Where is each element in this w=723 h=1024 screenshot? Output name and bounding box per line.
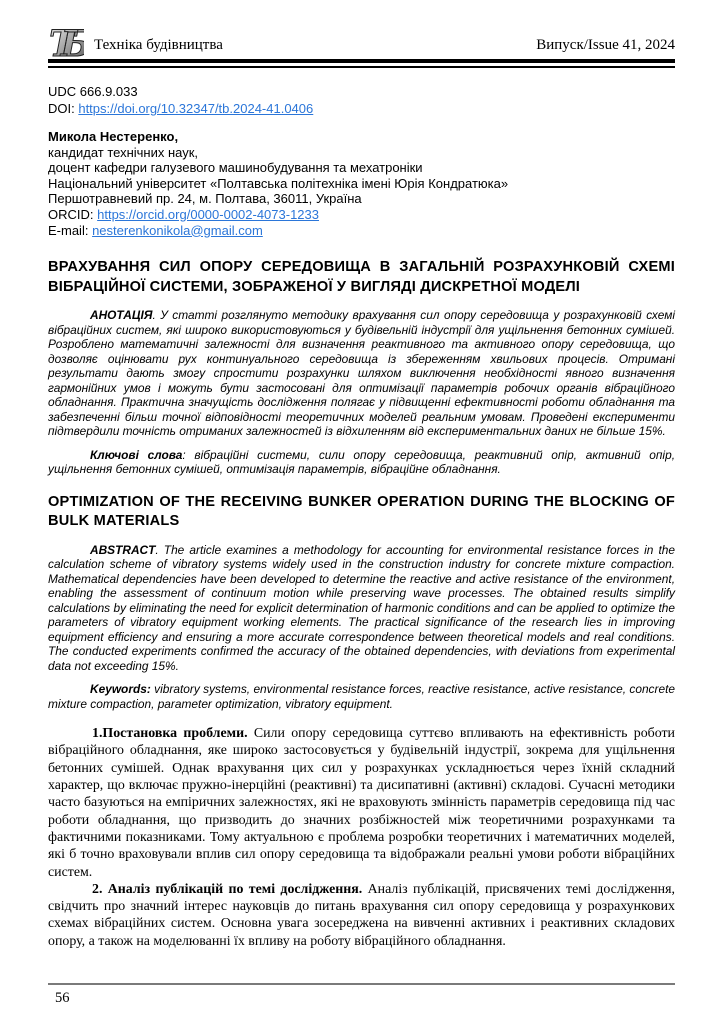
page-footer <box>48 983 675 1024</box>
section-2-heading: 2. Аналіз публікацій по темі дослідження. <box>92 881 363 897</box>
doi-link[interactable]: https://doi.org/10.32347/tb.2024-41.0406 <box>78 101 314 116</box>
author-block <box>48 129 675 238</box>
header-row <box>48 20 675 65</box>
email-link[interactable]: nesterenkonikola@gmail.com <box>92 222 263 238</box>
footer-rule <box>48 983 675 985</box>
section-publications-analysis <box>48 881 675 950</box>
journal-name: Техніка будівництва <box>94 37 223 53</box>
abstract-en-text: . The article examines a methodology for accounting for environmental resistance forces in the calculation scheme of vibratory systems widely used in the construction industry for concrete mixture compaction. Mathematical dependencies have been developed to determine the reactive and active resistance of the environment, enabling the assessment of continuum motion while preserving wave processes. The obtained results simplify calculations by eliminating the need for explicit determination of harmonic conditions and can be applied to optimize the parameters of vibratory equipment working elements. The practical significance of the research lies in improving equipment efficiency and ensuring a more accurate correspondence between theoretical models and real conditions. The conducted experiments confirmed the accuracy of the obtained dependencies, with deviations from experimental data not exceeding 15%. <box>48 542 675 673</box>
section-2-text: Аналіз публікацій, присвячених темі дослідження, свідчить про значний інтерес науковців до питань врахування сил опору середовища у розрахункових схемах вібраційних систем. Основна увага зосереджена на вивченні активних і реактивних складових опору, а також на моделюванні їх впливу на роботу вібраційного обладнання. <box>48 881 675 949</box>
author-name: Микола Нестеренко, <box>48 129 179 144</box>
article-title-uk: ВРАХУВАННЯ СИЛ ОПОРУ СЕРЕДОВИЩА В ЗАГАЛЬНІЙ РОЗРАХУНКОВІЙ СХЕМІ ВІБРАЦІЙНОЇ СИСТЕМИ, ЗОБРАЖЕНОЇ У ВИГЛЯДІ ДИСКРЕТНОЇ МОДЕЛІ <box>48 259 675 295</box>
udc-text: UDC 666.9.033 <box>48 84 138 99</box>
issue-label: Випуск/Issue 41, 2024 <box>536 37 675 53</box>
email-label: E-mail: <box>48 222 93 238</box>
keywords-uk <box>48 448 675 477</box>
article-title-en: OPTIMIZATION OF THE RECEIVING BUNKER OPERATION DURING THE BLOCKING OF BULK MATERIALS <box>48 493 675 530</box>
page-number: 56 <box>55 990 70 1006</box>
header-left <box>48 20 223 65</box>
doi-line <box>48 100 675 117</box>
author-degree: кандидат технічних наук, <box>48 144 199 160</box>
abstract-uk <box>48 308 675 439</box>
logo-letters: ТБ <box>49 23 77 65</box>
keywords-uk-text: : вібраційні системи, сили опору середовища, реактивний опір, активний опір, ущільнення бетонних сумішей, оптимізація параметрів, вібраційне обладнання. <box>48 447 675 477</box>
author-university: Національний університет «Полтавська політехніка імені Юрія Кондратюка» <box>48 175 509 191</box>
section-1-heading: 1.Постановка проблеми. <box>92 726 248 742</box>
orcid-label: ORCID: <box>48 206 98 222</box>
section-1-text: Сили опору середовища суттєво впливають на ефективність роботи вібраційного обладнання, яке широко застосовується у будівельній індустрії, зокрема для ущільнення бетонних сумішей. Однак врахування цих сил у розрахунках ускладнюється через їхній складний характер, що включає пружно-інерційні (реактивні) та дисипативні (активні) складові. Сучасні методики часто базуються на емпіричних залежностях, які не враховують змінність параметрів середовища під час роботи обладнання, що призводить до значних розбіжностей між теоретичними розрахунками та фактичними показниками. Тому актуальною є проблема розробки теоретичних і математичних моделей, які б точно враховували вплив сил опору середовища та відображали реальні умови роботи вібраційних систем. <box>48 726 675 880</box>
author-address: Першотравневий пр. 24, м. Полтава, 36011, Україна <box>48 191 362 207</box>
keywords-en-text: vibratory systems, environmental resistance forces, reactive resistance, active resistance, concrete mixture compaction, parameter optimization, vibratory equipment. <box>48 682 675 711</box>
keywords-en <box>48 682 675 711</box>
abstract-uk-text: . У статті розглянуто методику врахування сил опору середовища у розрахунковій схемі вібраційних систем, які широко використовуються у будівельній індустрії для ущільнення бетонних сумішей. Розроблено математичні залежності для визначення реактивного та активного опору середовища, що дозволяє оцінювати рух континуального середовища із збереженням хвильових процесів. Отримані результати дають змогу спростити розрахунки шляхом виключення необхідності явного визначення гармонійних умов і можуть бути застосовані для оптимізації параметрів робочих органів вібраційного обладнання. Практична значущість дослідження полягає у підвищенні ефективності роботи обладнання та забезпеченні більш точної відповідності теоретичних моделей реальним умовам. Проведені експерименти підтвердили точність отриманих залежностей із відхиленням від експериментальних даних не більше 15%. <box>48 308 675 439</box>
orcid-link[interactable]: https://orcid.org/0000-0002-4073-1233 <box>97 206 320 222</box>
abstract-en <box>48 543 675 674</box>
keywords-uk-label: Ключові слова <box>90 447 183 462</box>
author-position: доцент кафедри галузевого машинобудування та мехатроніки <box>48 160 423 176</box>
abstract-en-label: ABSTRACT <box>90 542 156 557</box>
abstract-uk-label: АНОТАЦІЯ <box>90 308 153 323</box>
udc-line <box>48 83 675 100</box>
journal-logo-icon <box>48 20 84 66</box>
article-content <box>48 83 675 950</box>
header-rule <box>48 59 675 68</box>
keywords-en-label: Keywords: <box>90 682 151 697</box>
orcid-line <box>48 207 675 223</box>
doi-label: DOI: <box>48 101 79 116</box>
email-line <box>48 223 675 239</box>
section-problem-statement <box>48 725 675 881</box>
journal-header <box>48 20 675 68</box>
